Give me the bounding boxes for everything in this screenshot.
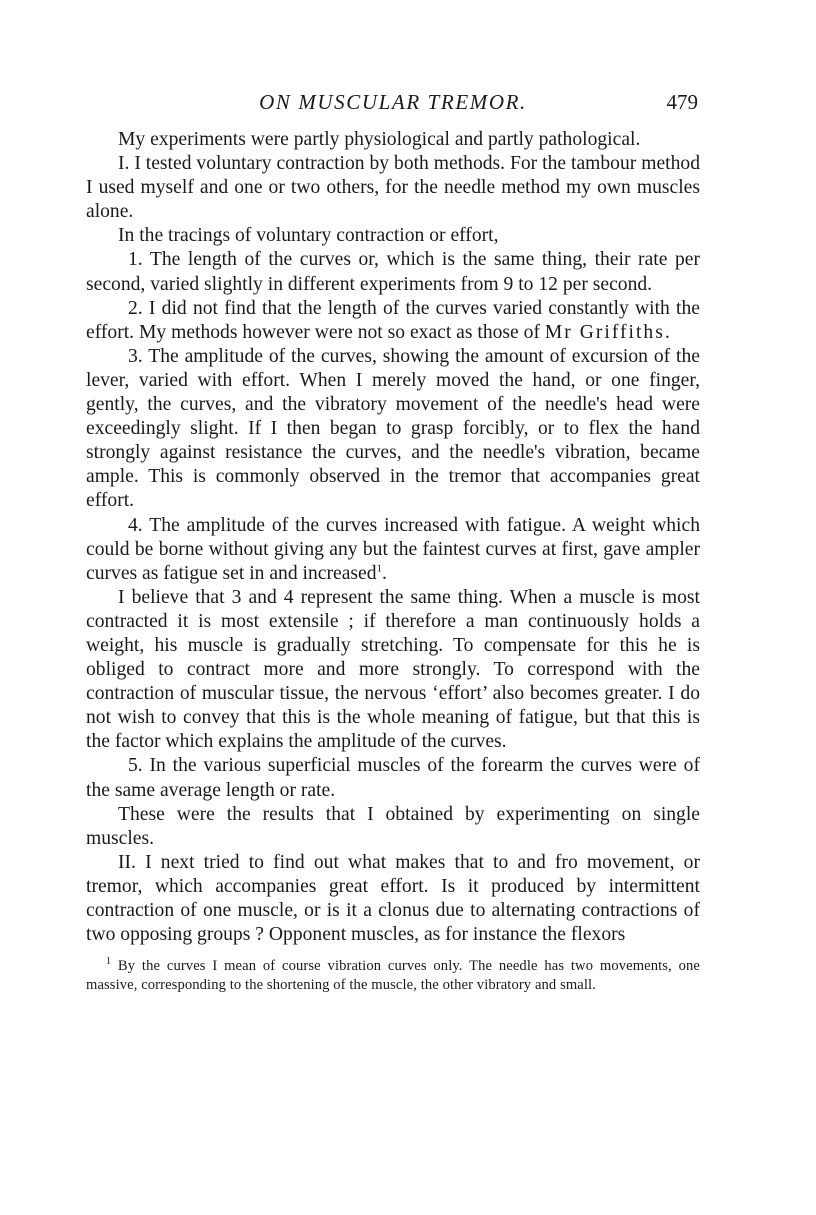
footnote-marker: 1 [376,562,383,575]
paragraph-text: 4. The amplitude of the curves increased with fatigue. A weight which could be borne without giving any but the faintest curves at first, gave ampler curves as fatigue set in and increased [86,514,700,584]
body-text [86,128,700,947]
paragraph: In the tracings of voluntary contraction or effort, [118,225,499,247]
paragraph-text: . [664,321,670,343]
footnote-text: By the curves I mean of course vibration curves only. The needle has two movements, one massive, corresponding to the shortening of the muscle, the other vibratory and small. [86,958,700,994]
numbered-paragraph [86,514,700,586]
numbered-paragraph [86,297,700,345]
numbered-paragraph: 1. The length of the curves or, which is the same thing, their rate per second, varied slightly in different experiments from 9 to 12 per second. [86,249,700,295]
numbered-paragraph: 5. In the various superficial muscles of the forearm the curves were of the same average length or rate. [86,755,700,801]
running-header [86,86,700,118]
paragraph-text: 2. I did not find that the length of the curves varied constantly with the effort. My methods however were not so exact as those of [86,297,700,343]
running-title: ON MUSCULAR TREMOR. [259,90,527,114]
numbered-paragraph: 3. The amplitude of the curves, showing the amount of excursion of the lever, varied with effort. When I merely moved the hand, or one finger, gently, the curves, and the vibratory movement of the needle's head were exceedingly slight. If I then began to grasp forcibly, or to flex the hand strongly against resistance the curves, and the needle's vibration, became ample. This is commonly observed in the tremor that accompanies great effort. [86,345,700,512]
footnote [86,957,700,995]
document-page [86,86,700,995]
footnote-mark: 1 [106,956,112,968]
page-number: 479 [666,90,698,114]
paragraph: I believe that 3 and 4 represent the same thing. When a muscle is most contracted it is most extensile ; if therefore a man continuously holds a weight, his muscle is gradually stretching. To compensate for this he is obliged to contract more and more strongly. To correspond with the contraction of muscular tissue, the nervous ‘effort’ also becomes greater. I do not wish to convey that this is the whole meaning of fatigue, but that this is the factor which explains the amplitude of the curves. [86,586,700,753]
paragraph-text: . [382,562,387,584]
author-name: Mr Griffiths [544,321,665,343]
paragraph: These were the results that I obtained by experimenting on single muscles. [86,803,700,849]
paragraph: I. I tested voluntary contraction by both methods. For the tambour method I used myself and one or two others, for the needle method my own muscles alone. [86,153,700,223]
paragraph: My experiments were partly physiological and partly pathological. [118,129,641,150]
paragraph: II. I next tried to find out what makes that to and fro movement, or tremor, which accompanies great effort. Is it produced by intermittent contraction of one muscle, or is it a clonus due to alternating contractions of two opposing groups ? Opponent muscles, as for instance the flexors [86,851,700,946]
